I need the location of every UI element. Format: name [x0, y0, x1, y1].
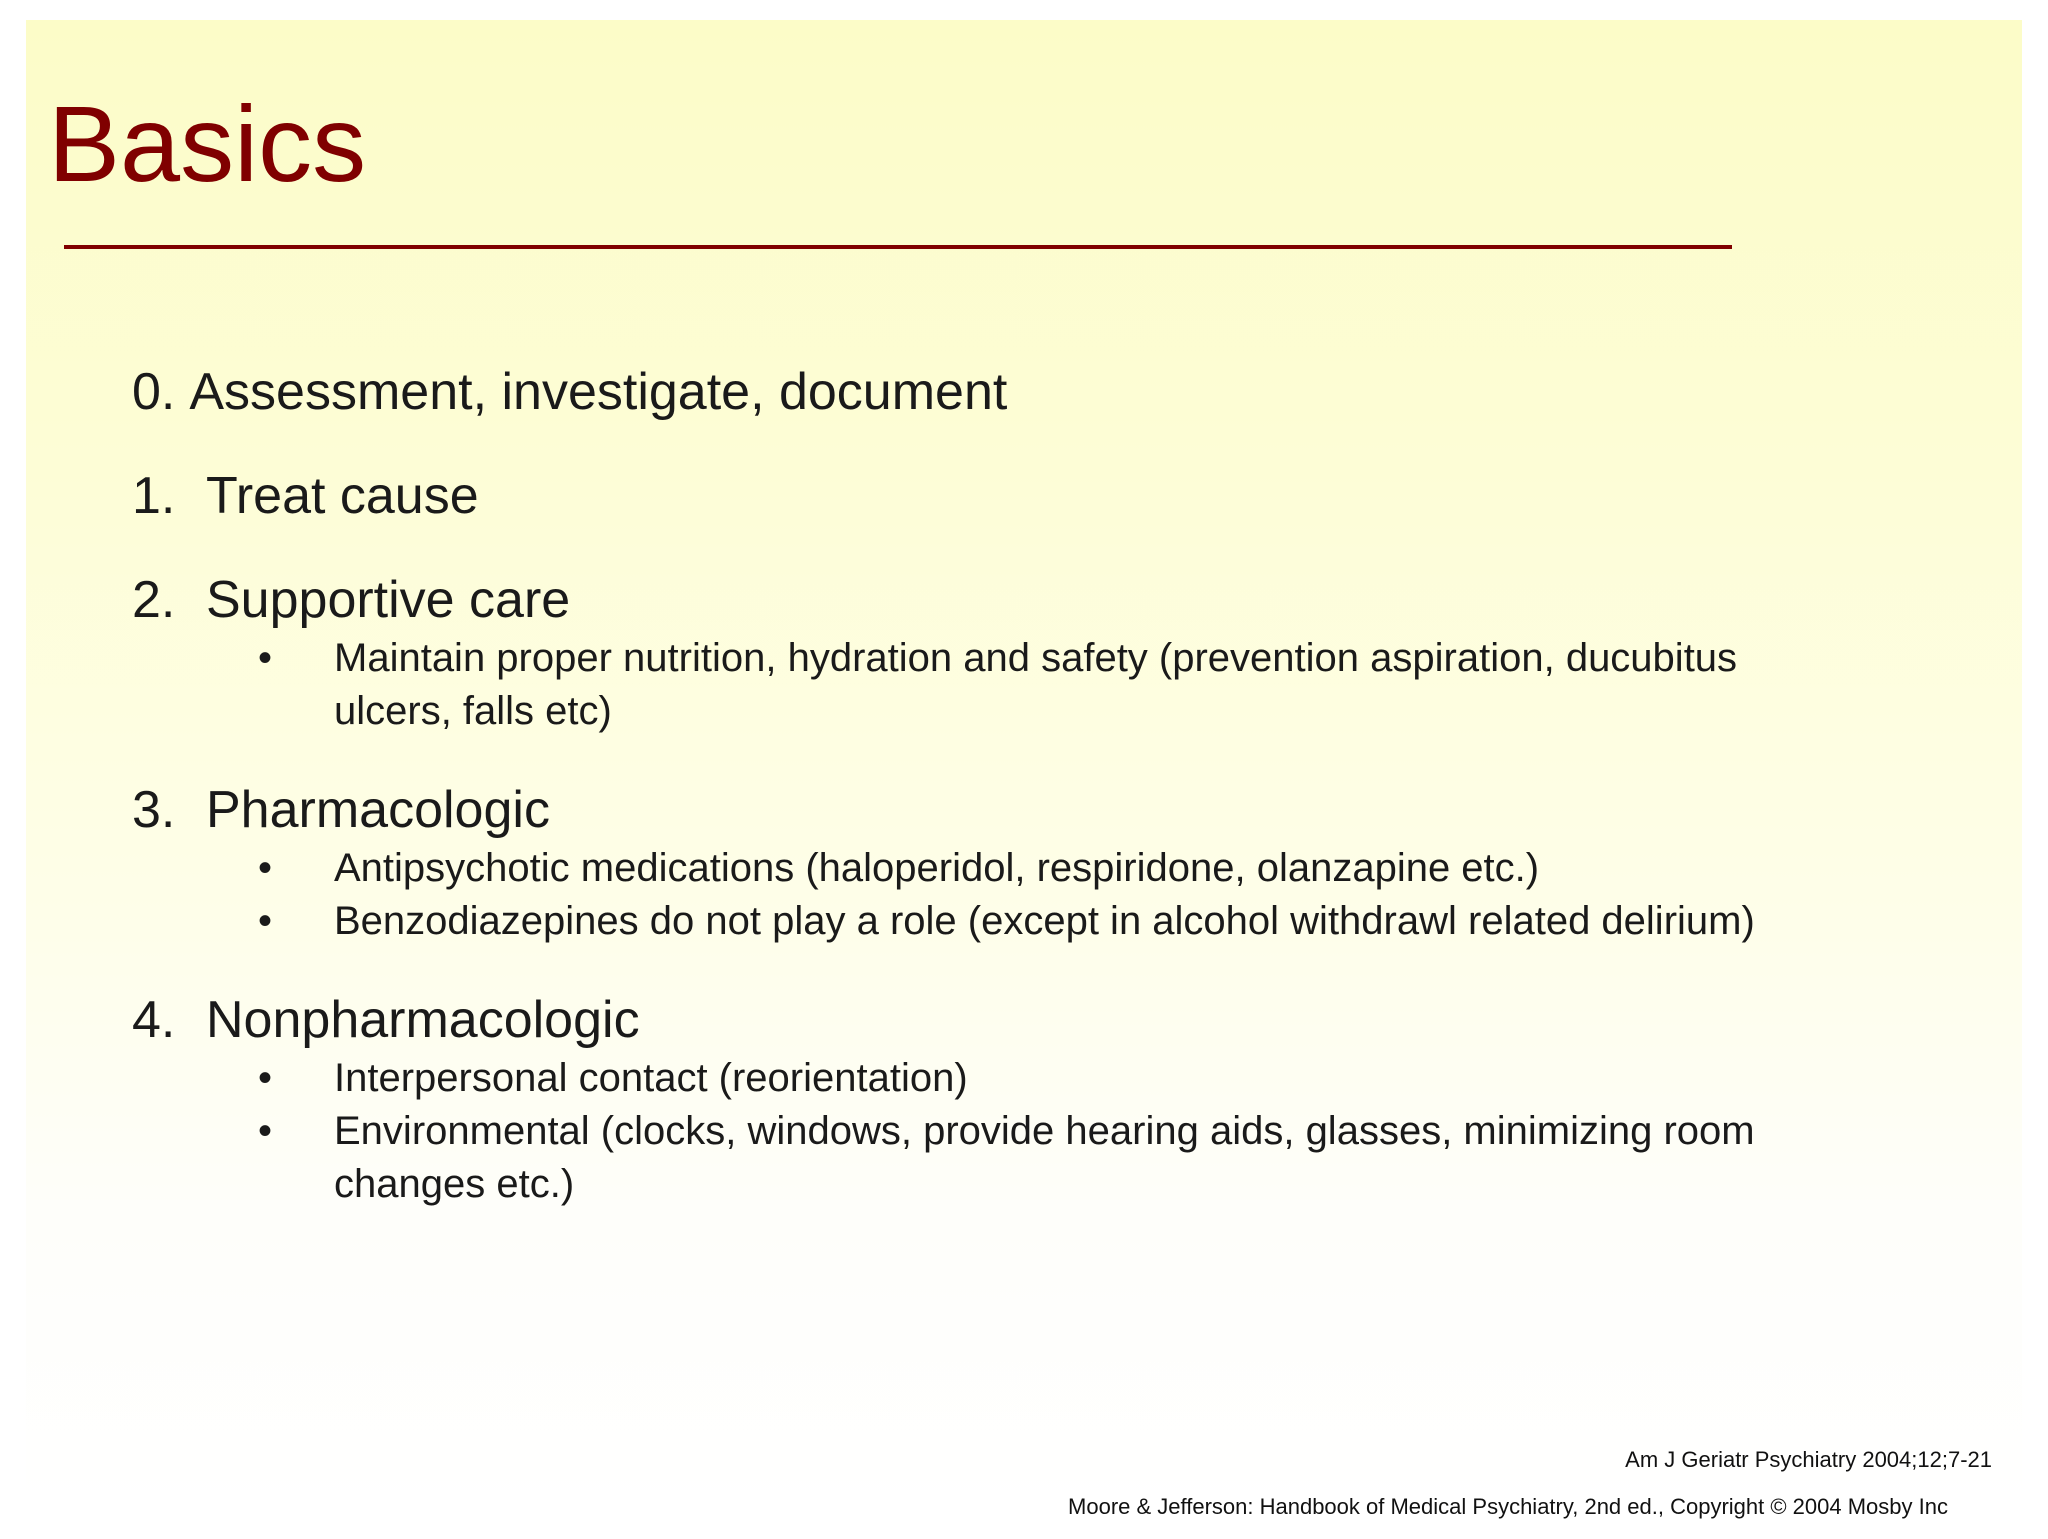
list-item	[132, 568, 1832, 738]
list-item-label: Supportive care	[206, 571, 571, 629]
slide	[26, 20, 2022, 1519]
bullet-item	[132, 1052, 1832, 1105]
bullet-list	[132, 1052, 1832, 1211]
list-item-heading	[132, 464, 1832, 528]
bullet-text: Interpersonal contact (reorientation)	[334, 1056, 968, 1100]
bullet-text: Antipsychotic medications (haloperidol, respiridone, olanzapine etc.)	[334, 846, 1540, 890]
list-item	[132, 778, 1832, 948]
bullet-text: Maintain proper nutrition, hydration and safety (prevention aspiration, ducubitus ulcers, falls etc)	[334, 636, 1738, 733]
list-item-number: 3.	[132, 781, 176, 839]
list-item-label: Assessment, investigate, document	[189, 363, 1008, 421]
bullet-list	[132, 842, 1832, 948]
list-item-label: Pharmacologic	[206, 781, 550, 839]
list-item	[132, 988, 1832, 1211]
bullet-icon: •	[258, 1056, 273, 1100]
list-item-heading	[132, 360, 1832, 424]
bullet-icon: •	[258, 899, 273, 943]
list-item-number: 0.	[132, 363, 176, 421]
list-item-heading	[132, 988, 1832, 1052]
list-item-number: 2.	[132, 571, 176, 629]
list-item	[132, 464, 1832, 528]
slide-content	[132, 360, 1832, 1251]
bullet-item	[132, 895, 1832, 948]
list-item-label: Nonpharmacologic	[206, 991, 640, 1049]
bullet-icon: •	[258, 846, 273, 890]
bullet-item	[132, 842, 1832, 895]
slide-title: Basics	[48, 83, 367, 204]
bullet-icon: •	[258, 1109, 273, 1153]
list-item-heading	[132, 568, 1832, 632]
journal-reference: Am J Geriatr Psychiatry 2004;12;7-21	[1625, 1447, 1992, 1472]
bullet-text: Environmental (clocks, windows, provide hearing aids, glasses, minimizing room changes etc.)	[334, 1109, 1755, 1206]
list-item-label: Treat cause	[206, 467, 479, 525]
bullet-item	[132, 1105, 1832, 1211]
bullet-list	[132, 632, 1832, 738]
title-divider	[64, 245, 1732, 249]
bullet-icon: •	[258, 636, 273, 680]
list-item-number: 1.	[132, 467, 176, 525]
bullet-text: Benzodiazepines do not play a role (except in alcohol withdrawl related delirium)	[334, 899, 1755, 943]
list-item	[132, 360, 1832, 424]
list-item-number: 4.	[132, 991, 176, 1049]
bullet-item	[132, 632, 1832, 738]
list-item-heading	[132, 778, 1832, 842]
book-reference: Moore & Jefferson: Handbook of Medical Psychiatry, 2nd ed., Copyright © 2004 Mosby Inc	[1068, 1494, 1948, 1519]
